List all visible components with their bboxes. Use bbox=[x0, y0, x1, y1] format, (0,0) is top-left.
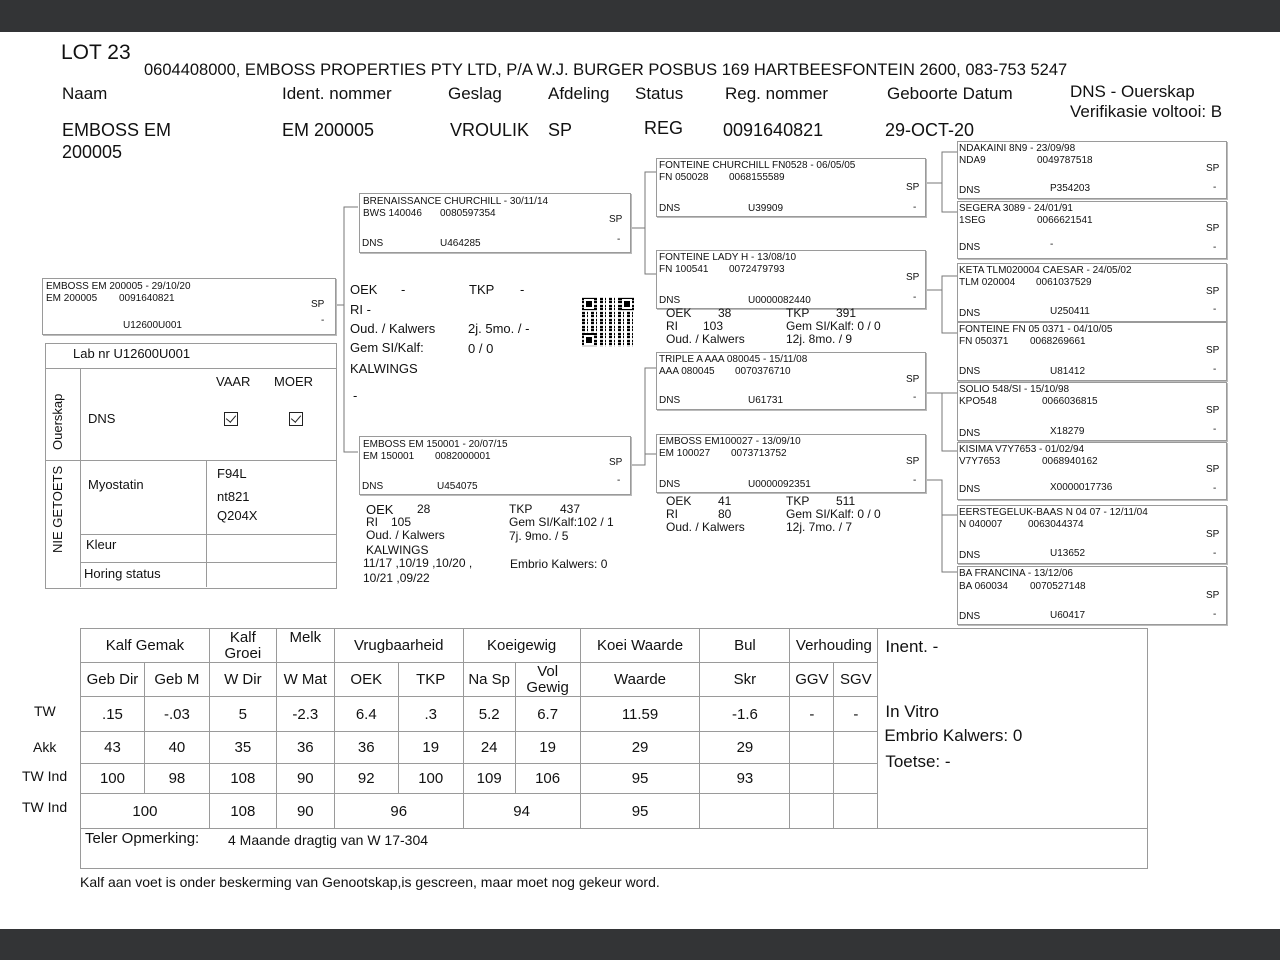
sire-dns: DNS bbox=[362, 238, 384, 249]
group-verhouding: Verhouding bbox=[790, 629, 878, 663]
gp-sd-ident: FN 100541 bbox=[659, 264, 709, 275]
twind-cell: 100 bbox=[81, 764, 145, 794]
ggp-box-6 bbox=[957, 442, 1227, 500]
label-myostatin: Myostatin bbox=[88, 477, 144, 492]
gp-ds-dns: DNS bbox=[659, 395, 681, 406]
inent: Inent. - bbox=[885, 637, 939, 656]
gp-ds-ident: AAA 080045 bbox=[659, 366, 715, 377]
owner-line: 0604408000, EMBOSS PROPERTIES PTY LTD, P/A W.J. BURGER POSBUS 169 HARTBEESFONTEIN 2600, 083-753 5247 bbox=[144, 61, 1068, 79]
label-horing-status: Horing status bbox=[84, 566, 161, 581]
dam-embrio: Embrio Kalwers: 0 bbox=[510, 557, 608, 571]
label-moer: MOER bbox=[274, 374, 313, 389]
ggp-title: SEGERA 3089 - 24/01/91 bbox=[959, 203, 1073, 214]
twind-cell: 92 bbox=[334, 764, 398, 794]
tw-cell: .15 bbox=[81, 697, 145, 732]
animal-geslag: VROULIK bbox=[450, 120, 530, 140]
ggp-ident: TLM 020004 bbox=[959, 277, 1016, 288]
sire-box bbox=[359, 193, 631, 253]
moer-dns-checkbox bbox=[289, 412, 303, 426]
subject-title: EMBOSS EM 200005 - 29/10/20 bbox=[46, 281, 191, 292]
ggp-dns: DNS bbox=[959, 366, 981, 377]
ggp-code: P354203 bbox=[1050, 183, 1091, 194]
twind-cell bbox=[834, 764, 878, 794]
twind-cell: 93 bbox=[700, 764, 790, 794]
twind-cell: 108 bbox=[209, 764, 276, 794]
subject-gem-label: Gem SI/Kalf: bbox=[350, 340, 424, 355]
sub-na-sp: Na Sp bbox=[463, 663, 515, 697]
label-dns-ouerskap: DNS - Ouerskap bbox=[1070, 82, 1195, 101]
tw-cell: .3 bbox=[398, 697, 463, 732]
label-ouerskap: Ouerskap bbox=[50, 393, 65, 450]
subject-reg: 0091640821 bbox=[119, 293, 175, 304]
subject-code: U12600U001 bbox=[123, 320, 182, 331]
ggp-reg: 0049787518 bbox=[1037, 155, 1093, 166]
akk-cell: 19 bbox=[515, 732, 580, 764]
dd-tkp-label: TKP bbox=[786, 494, 810, 508]
subject-sp: SP bbox=[311, 299, 325, 310]
akk-cell: 36 bbox=[334, 732, 398, 764]
dd-gem: Gem SI/Kalf: 0 / 0 bbox=[786, 507, 881, 521]
label-geboorte: Geboorte Datum bbox=[887, 84, 1013, 103]
ggp-ident: FN 050371 bbox=[959, 336, 1009, 347]
akk-cell: 40 bbox=[144, 732, 209, 764]
sub-sgv: SGV bbox=[834, 663, 878, 697]
gp-sd-title: FONTEINE LADY H - 13/08/10 bbox=[659, 252, 797, 263]
ggp-ident: BA 060034 bbox=[959, 581, 1008, 592]
ggp-dash: - bbox=[1213, 304, 1217, 315]
animal-name-2: 200005 bbox=[62, 142, 123, 162]
ggp-title: BA FRANCINA - 13/12/06 bbox=[959, 568, 1073, 579]
ggp-reg: 0066036815 bbox=[1042, 396, 1098, 407]
sire-title: BRENAISSANCE CHURCHILL - 30/11/14 bbox=[363, 196, 549, 207]
ggp-sp: SP bbox=[1206, 529, 1220, 540]
ggp-code: - bbox=[1050, 239, 1054, 250]
label-verifikasie: Verifikasie voltooi: B bbox=[1070, 102, 1223, 121]
sub-oek: OEK bbox=[334, 663, 398, 697]
twind-cell: 95 bbox=[580, 764, 700, 794]
dam-dash: - bbox=[617, 475, 621, 486]
gp-sd-sp: SP bbox=[906, 272, 920, 283]
group-koei-waarde: Koei Waarde bbox=[580, 629, 700, 663]
akk-cell: 35 bbox=[209, 732, 276, 764]
ggp-dash: - bbox=[1213, 483, 1217, 494]
sub-skr: Skr bbox=[700, 663, 790, 697]
ggp-title: EERSTEGELUK-BAAS N 04 07 - 12/11/04 bbox=[959, 507, 1148, 518]
granddam-paternal-box bbox=[656, 250, 926, 309]
ggp-reg: 0063044374 bbox=[1028, 519, 1084, 530]
sd-oud-label: Oud. / Kalwers bbox=[666, 332, 745, 346]
dam-calving-dates-1: 11/17 ,10/19 ,10/20 , bbox=[363, 556, 473, 570]
ggp-dash: - bbox=[1213, 182, 1217, 193]
teler-row bbox=[81, 829, 1148, 869]
side-info-cell bbox=[878, 629, 1148, 829]
ggp-reg: 0070527148 bbox=[1030, 581, 1086, 592]
animal-status: REG bbox=[644, 118, 684, 138]
gp-ss-title: FONTEINE CHURCHILL FN0528 - 06/05/05 bbox=[659, 160, 856, 171]
ggp-code: U13652 bbox=[1050, 548, 1086, 559]
sub-w-dir: W Dir bbox=[209, 663, 276, 697]
ggp-dns: DNS bbox=[959, 428, 981, 439]
sub-tkp: TKP bbox=[398, 663, 463, 697]
subject-kalwings-dash: - bbox=[353, 388, 358, 403]
tw-cell: 5.2 bbox=[463, 697, 515, 732]
ggp-reg: 0061037529 bbox=[1036, 277, 1092, 288]
row-label-akk: Akk bbox=[33, 739, 57, 755]
ggp-dns: DNS bbox=[959, 611, 981, 622]
twind2-cell: 108 bbox=[209, 794, 276, 829]
lot-number: LOT 23 bbox=[61, 41, 131, 64]
gp-sd-dns: DNS bbox=[659, 295, 681, 306]
myostatin-q204x: Q204X bbox=[217, 508, 258, 523]
twind-cell bbox=[790, 764, 834, 794]
gp-dd-dns: DNS bbox=[659, 479, 681, 490]
label-vaar: VAAR bbox=[216, 374, 251, 389]
label-geslag: Geslag bbox=[448, 84, 502, 103]
dam-tkp-value: 437 bbox=[560, 502, 581, 516]
ggp-code: X0000017736 bbox=[1050, 482, 1113, 493]
group-kalf-groei: Kalf Groei bbox=[209, 629, 276, 663]
group-bul: Bul bbox=[700, 629, 790, 663]
sub-waarde: Waarde bbox=[580, 663, 700, 697]
twind-cell: 100 bbox=[398, 764, 463, 794]
gp-ss-sp: SP bbox=[906, 182, 920, 193]
group-koeigewig: Koeigewig bbox=[463, 629, 580, 663]
group-melk: Melk bbox=[276, 629, 334, 663]
akk-cell: 43 bbox=[81, 732, 145, 764]
twind-cell: 90 bbox=[276, 764, 334, 794]
twind2-cell: 90 bbox=[276, 794, 334, 829]
ggp-sp: SP bbox=[1206, 345, 1220, 356]
twind2-cell bbox=[700, 794, 790, 829]
subject-tkp-value: - bbox=[520, 282, 525, 297]
akk-cell: 24 bbox=[463, 732, 515, 764]
twind2-cell: 95 bbox=[580, 794, 700, 829]
subject-oek-value: - bbox=[401, 282, 406, 297]
ggp-title: KISIMA V7Y7653 - 01/02/94 bbox=[959, 444, 1085, 455]
lab-number: Lab nr U12600U001 bbox=[73, 346, 191, 361]
gp-ss-reg: 0068155589 bbox=[729, 172, 785, 183]
gp-dd-code: U0000092351 bbox=[748, 479, 811, 490]
group-vrugbaarheid: Vrugbaarheid bbox=[334, 629, 463, 663]
akk-cell: 29 bbox=[700, 732, 790, 764]
ggp-reg: 0068269661 bbox=[1030, 336, 1086, 347]
group-kalf-gemak: Kalf Gemak bbox=[81, 629, 210, 663]
ggp-dash: - bbox=[1213, 364, 1217, 375]
myostatin-nt821: nt821 bbox=[217, 489, 250, 504]
label-ident: Ident. nommer bbox=[282, 84, 392, 103]
ggp-box-4 bbox=[957, 322, 1227, 381]
dam-ri-label: RI bbox=[366, 515, 378, 529]
granddam-maternal-box bbox=[656, 434, 926, 493]
ggp-code: U81412 bbox=[1050, 366, 1086, 377]
dam-title: EMBOSS EM 150001 - 20/07/15 bbox=[363, 439, 508, 450]
in-vitro: In Vitro bbox=[885, 702, 939, 721]
subject-tkp-label: TKP bbox=[469, 282, 495, 297]
animal-reg: 0091640821 bbox=[723, 120, 824, 140]
gp-dd-reg: 0073713752 bbox=[731, 448, 787, 459]
twind-cell: 109 bbox=[463, 764, 515, 794]
akk-cell: 19 bbox=[398, 732, 463, 764]
twind2-cell: 96 bbox=[334, 794, 463, 829]
ebv-table bbox=[80, 628, 1148, 869]
gp-ss-ident: FN 050028 bbox=[659, 172, 709, 183]
ggp-dash: - bbox=[1213, 548, 1217, 559]
teler-note: 4 Maande dragtig van W 17-304 bbox=[228, 832, 429, 848]
subject-ident: EM 200005 bbox=[46, 293, 98, 304]
twind2-cell: 100 bbox=[81, 794, 210, 829]
twind2-cell bbox=[790, 794, 834, 829]
row-label-tw-ind: TW Ind bbox=[22, 768, 68, 784]
subject-oek-label: OEK bbox=[350, 282, 378, 297]
ggp-code: X18279 bbox=[1050, 426, 1085, 437]
sd-ri-label: RI bbox=[666, 319, 678, 333]
gp-sd-code: U0000082440 bbox=[748, 295, 811, 306]
dd-ri-label: RI bbox=[666, 507, 678, 521]
dam-calving-dates-2: 10/21 ,09/22 bbox=[363, 571, 430, 585]
ggp-ident: 1SEG bbox=[959, 215, 986, 226]
ggp-sp: SP bbox=[1206, 464, 1220, 475]
akk-cell bbox=[790, 732, 834, 764]
sire-code: U464285 bbox=[440, 238, 481, 249]
ggp-sp: SP bbox=[1206, 286, 1220, 297]
gp-ds-dash: - bbox=[913, 392, 917, 403]
ggp-dash: - bbox=[1213, 609, 1217, 620]
twind2-cell-empty bbox=[834, 794, 878, 829]
dd-oek-value: 41 bbox=[718, 494, 732, 508]
label-afdeling: Afdeling bbox=[548, 84, 610, 103]
sire-reg: 0080597354 bbox=[440, 208, 496, 219]
sd-tkp-value: 391 bbox=[836, 306, 857, 320]
sub-w-mat: W Mat bbox=[276, 663, 334, 697]
label-nie-getoets: NIE GETOETS bbox=[50, 465, 65, 553]
sd-tkp-label: TKP bbox=[786, 306, 810, 320]
ggp-box-1 bbox=[957, 141, 1227, 199]
subject-oud-value: 2j. 5mo. / - bbox=[468, 321, 530, 336]
gp-ds-code: U61731 bbox=[748, 395, 784, 406]
tw-cell: -1.6 bbox=[700, 697, 790, 732]
dam-tkp-label: TKP bbox=[509, 502, 533, 516]
gp-ss-dash: - bbox=[913, 202, 917, 213]
sd-oek-label: OEK bbox=[666, 306, 692, 320]
grandsire-paternal-box bbox=[656, 158, 926, 217]
ggp-dns: DNS bbox=[959, 550, 981, 561]
dam-oek-value: 28 bbox=[417, 502, 431, 516]
dam-box bbox=[359, 436, 631, 495]
dd-oud-label: Oud. / Kalwers bbox=[666, 520, 745, 534]
side-embrio: Embrio Kalwers: 0 bbox=[884, 726, 1023, 745]
ggp-code: U250411 bbox=[1050, 306, 1090, 317]
sire-ident: BWS 140046 bbox=[363, 208, 422, 219]
ggp-dash: - bbox=[1213, 242, 1217, 253]
sire-sp: SP bbox=[609, 214, 623, 225]
subject-dash: - bbox=[321, 315, 325, 326]
akk-cell: 29 bbox=[580, 732, 700, 764]
animal-birth: 29-OCT-20 bbox=[885, 120, 975, 140]
twind-cell: 106 bbox=[515, 764, 580, 794]
ggp-dash: - bbox=[1213, 424, 1217, 435]
label-status: Status bbox=[635, 84, 684, 103]
ggp-title: FONTEINE FN 05 0371 - 04/10/05 bbox=[959, 324, 1113, 335]
label-dns: DNS bbox=[88, 411, 116, 426]
sd-ri-value: 103 bbox=[703, 319, 724, 333]
ggp-dns: DNS bbox=[959, 308, 981, 319]
label-reg: Reg. nommer bbox=[725, 84, 828, 103]
sire-dash: - bbox=[617, 234, 621, 245]
dam-kalwings: KALWINGS bbox=[366, 543, 429, 557]
row-label-tw-ind-2: TW Ind bbox=[22, 799, 68, 815]
ggp-dns: DNS bbox=[959, 484, 981, 495]
dam-age: 7j. 9mo. / 5 bbox=[509, 529, 569, 543]
subject-oud-label: Oud. / Kalwers bbox=[350, 321, 436, 336]
dam-ident: EM 150001 bbox=[363, 451, 415, 462]
ggp-ident: KPO548 bbox=[959, 396, 997, 407]
gp-ds-title: TRIPLE A AAA 080045 - 15/11/08 bbox=[659, 354, 808, 365]
ggp-box-7 bbox=[957, 505, 1227, 564]
dam-oek-label: OEK bbox=[366, 502, 394, 517]
gp-ss-code: U39909 bbox=[748, 203, 784, 214]
gp-dd-title: EMBOSS EM100027 - 13/09/10 bbox=[659, 436, 801, 447]
ggp-title: NDAKAINI 8N9 - 23/09/98 bbox=[959, 143, 1076, 154]
sub-ggv: GGV bbox=[790, 663, 834, 697]
animal-name-1: EMBOSS EM bbox=[62, 120, 172, 140]
subject-ri: RI - bbox=[350, 302, 371, 317]
tw-cell: -.03 bbox=[144, 697, 209, 732]
ggp-box-5 bbox=[957, 382, 1227, 441]
sd-gem: Gem SI/Kalf: 0 / 0 bbox=[786, 319, 881, 333]
subject-gem-value: 0 / 0 bbox=[468, 341, 494, 356]
gp-dd-ident: EM 100027 bbox=[659, 448, 711, 459]
gp-sd-dash: - bbox=[913, 292, 917, 303]
twind2-cell: 94 bbox=[463, 794, 580, 829]
akk-cell bbox=[834, 732, 878, 764]
teler-label: Teler Opmerking: bbox=[85, 830, 200, 847]
akk-cell: 36 bbox=[276, 732, 334, 764]
animal-afdeling: SP bbox=[548, 120, 573, 140]
sub-geb-dir: Geb Dir bbox=[81, 663, 145, 697]
tw-cell: 6.7 bbox=[515, 697, 580, 732]
ggp-code: U60417 bbox=[1050, 610, 1086, 621]
dam-ri-value: 105 bbox=[391, 515, 412, 529]
ggp-box-8 bbox=[957, 566, 1227, 625]
dd-age: 12j. 7mo. / 7 bbox=[786, 520, 853, 534]
gp-dd-sp: SP bbox=[906, 456, 920, 467]
tw-cell: 5 bbox=[209, 697, 276, 732]
ggp-box-3 bbox=[957, 263, 1227, 322]
dam-dns: DNS bbox=[362, 481, 384, 492]
grandsire-maternal-box bbox=[656, 352, 926, 410]
ggp-ident: V7Y7653 bbox=[959, 456, 1001, 467]
sub-geb-m: Geb M bbox=[144, 663, 209, 697]
row-label-tw: TW bbox=[34, 703, 56, 719]
ggp-ident: NDA9 bbox=[959, 155, 986, 166]
gp-dd-dash: - bbox=[913, 475, 917, 486]
ggp-sp: SP bbox=[1206, 163, 1220, 174]
label-kleur: Kleur bbox=[86, 537, 117, 552]
tw-cell: 6.4 bbox=[334, 697, 398, 732]
sd-oek-value: 38 bbox=[718, 306, 732, 320]
ggp-sp: SP bbox=[1206, 405, 1220, 416]
dam-reg: 0082000001 bbox=[435, 451, 491, 462]
ggp-reg: 0066621541 bbox=[1037, 215, 1093, 226]
ggp-sp: SP bbox=[1206, 590, 1220, 601]
qr-code bbox=[582, 297, 634, 347]
gp-ds-sp: SP bbox=[906, 374, 920, 385]
dam-oud-label: Oud. / Kalwers bbox=[366, 528, 445, 542]
dam-code: U454075 bbox=[437, 481, 478, 492]
label-naam: Naam bbox=[62, 84, 108, 103]
ggp-title: KETA TLM020004 CAESAR - 24/05/02 bbox=[959, 265, 1132, 276]
dd-tkp-value: 511 bbox=[836, 494, 856, 508]
ggp-box-2 bbox=[957, 201, 1227, 259]
dd-oek-label: OEK bbox=[666, 494, 692, 508]
dd-ri-value: 80 bbox=[718, 507, 732, 521]
subject-kalwings: KALWINGS bbox=[350, 361, 418, 376]
gp-sd-reg: 0072479793 bbox=[729, 264, 785, 275]
dam-gem: Gem SI/Kalf:102 / 1 bbox=[509, 515, 614, 529]
myostatin-f94l: F94L bbox=[217, 466, 247, 481]
vaar-dns-checkbox bbox=[224, 412, 238, 426]
sd-age: 12j. 8mo. / 9 bbox=[786, 332, 853, 346]
tw-cell: - bbox=[834, 697, 878, 732]
animal-ident: EM 200005 bbox=[282, 120, 375, 140]
subject-pedigree-box bbox=[42, 278, 336, 335]
tw-cell: - bbox=[790, 697, 834, 732]
ggp-title: SOLIO 548/SI - 15/10/98 bbox=[959, 384, 1070, 395]
toetse: Toetse: - bbox=[885, 752, 951, 771]
tw-cell: 11.59 bbox=[580, 697, 700, 732]
tw-cell: -2.3 bbox=[276, 697, 334, 732]
lab-panel bbox=[45, 343, 337, 589]
ggp-ident: N 040007 bbox=[959, 519, 1003, 530]
ggp-dns: DNS bbox=[959, 242, 981, 253]
gp-ss-dns: DNS bbox=[659, 203, 681, 214]
ggp-reg: 0068940162 bbox=[1042, 456, 1098, 467]
dam-sp: SP bbox=[609, 457, 623, 468]
gp-ds-reg: 0070376710 bbox=[735, 366, 791, 377]
ggp-dns: DNS bbox=[959, 185, 981, 196]
ggp-sp: SP bbox=[1206, 223, 1220, 234]
sub-vol-gewig: Vol Gewig bbox=[515, 663, 580, 697]
footer-note: Kalf aan voet is onder beskerming van Genootskap,is gescreen, maar moet nog gekeur word. bbox=[80, 874, 660, 890]
twind-cell: 98 bbox=[144, 764, 209, 794]
